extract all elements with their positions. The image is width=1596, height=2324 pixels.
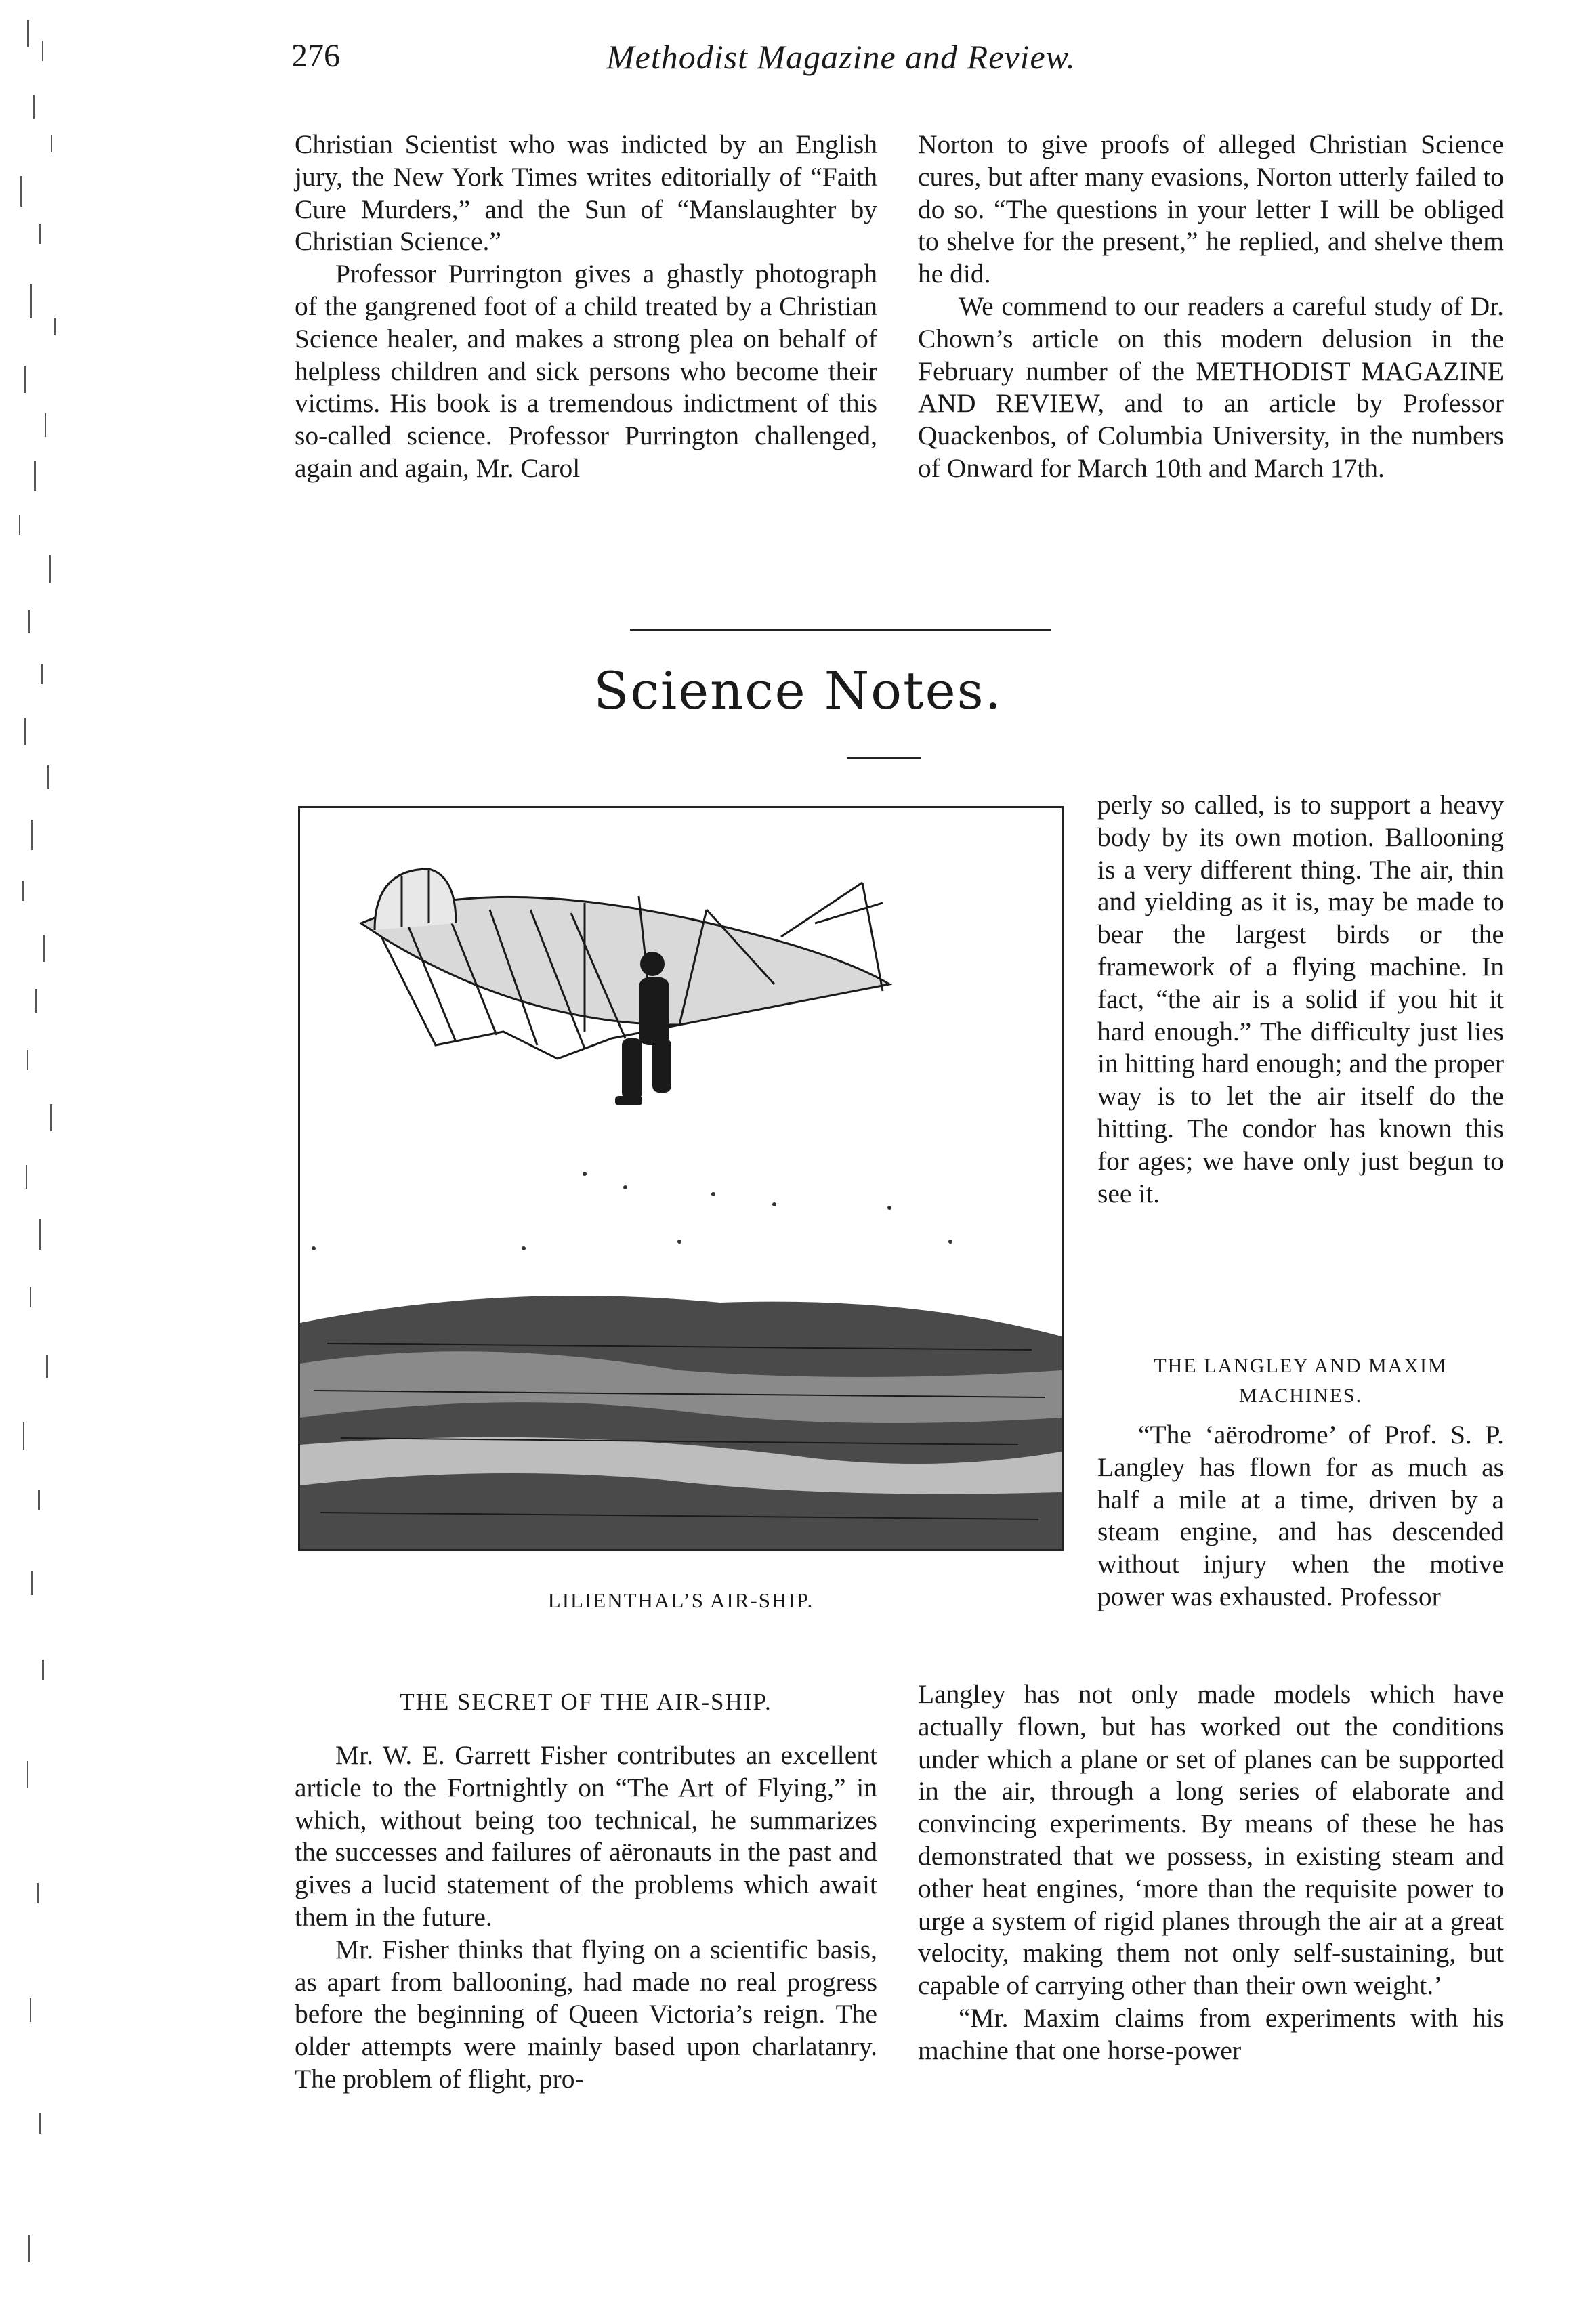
paragraph: Mr. W. E. Garrett Fisher contributes an excellent article to the Fortnightly on “The Art of Flying,” in which, without being too technical, he summarizes the successes and failures of aëronauts in the past and gives a lucid statement of the problems which await them in the future.	[295, 1740, 877, 1932]
paragraph: We commend to our readers a careful study of Dr. Chown’s article on this modern delusion in the February number of the METHODIST MAGAZINE AND REVIEW, and to an article by Professor Quackenbos, of Columbia University, in the numbers of Onward for March 10th and March 17th.	[918, 291, 1504, 483]
glider-engraving	[300, 808, 1062, 1549]
paragraph: Langley has not only made models which have actually flown, but has worked out the conditions under which a plane or set of planes can be supported in the air, through a long series of elaborate and convincing experiments. By means of these he has demonstrated that we possess, in existing steam and other heat engines, ‘more than the requisite power to urge a system of rigid planes through the air at a great velocity, making them not only self-sustaining, but capable of carrying other than their own weight.’	[918, 1679, 1504, 2001]
paragraph: “Mr. Maxim claims from experiments with his machine that one horse-power	[918, 2002, 1504, 2065]
running-title: Methodist Magazine and Review.	[606, 38, 1076, 76]
paragraph: “The ‘aërodrome’ of Prof. S. P. Langley has flown for as much as half a mile at a time, driven by a steam engine, and has descended without injury when the motive power was exhausted. Professor	[1097, 1420, 1504, 1611]
section-divider-rule	[630, 629, 1051, 631]
subheading-secret-airship: THE SECRET OF THE AIR-SHIP.	[400, 1689, 772, 1715]
figure-caption: LILIENTHAL’S AIR-SHIP.	[547, 1588, 814, 1612]
paragraph: Mr. Fisher thinks that flying on a scientific basis, as apart from ballooning, had made no real progress before the beginning of Queen Victoria’s reign. The older attempts were mainly based upon charlatanry. The problem of flight, pro-	[295, 1934, 877, 2094]
paragraph: Professor Purrington gives a ghastly photograph of the gangrened foot of a child treated by a Christian Science healer, and makes a strong plea on behalf of helpless children and sick persons who become their victims. His book is a tremendous indictment of this so-called science. Professor Purrington challenged, again and again, Mr. Carol	[295, 259, 877, 483]
section-title: Science Notes.	[593, 660, 1003, 721]
paragraph: Christian Scientist who was indicted by an English jury, the New York Times writes editorially of “Faith Cure Murders,” and the Sun of “Manslaughter by Christian Science.”	[295, 129, 877, 257]
right-column-top	[918, 129, 1504, 485]
title-underline-rule	[847, 757, 921, 759]
subheading-langley-maxim: THE LANGLEY AND MAXIM MACHINES.	[1154, 1355, 1448, 1407]
margin-binding-marks	[0, 0, 75, 2324]
right-column-wrap-2	[1097, 1419, 1504, 1613]
paragraph: perly so called, is to support a heavy body by its own motion. Ballooning is a very different thing. The air, thin and yielding as it is, may be made to bear the largest birds or the framework of a flying machine. In fact, “the air is a solid if you hit it hard enough.” The difficulty just lies in hitting hard enough; and the proper way is to let the air itself do the hitting. The condor has known this for ages; we have only just begun to see it.	[1097, 790, 1504, 1208]
paragraph: Norton to give proofs of alleged Christian Science cures, but after many evasions, Norton utterly failed to do so. “The questions in your letter I will be obliged to shelve for the present,” he replied, and shelve them he did.	[918, 129, 1504, 289]
running-head	[291, 37, 1213, 91]
left-column-bottom	[295, 1739, 877, 2096]
page-number: 276	[291, 38, 340, 74]
right-column-bottom	[918, 1678, 1504, 2067]
right-column-wrap	[1097, 789, 1504, 1210]
airship-illustration	[298, 806, 1064, 1551]
left-column-top	[295, 129, 877, 485]
